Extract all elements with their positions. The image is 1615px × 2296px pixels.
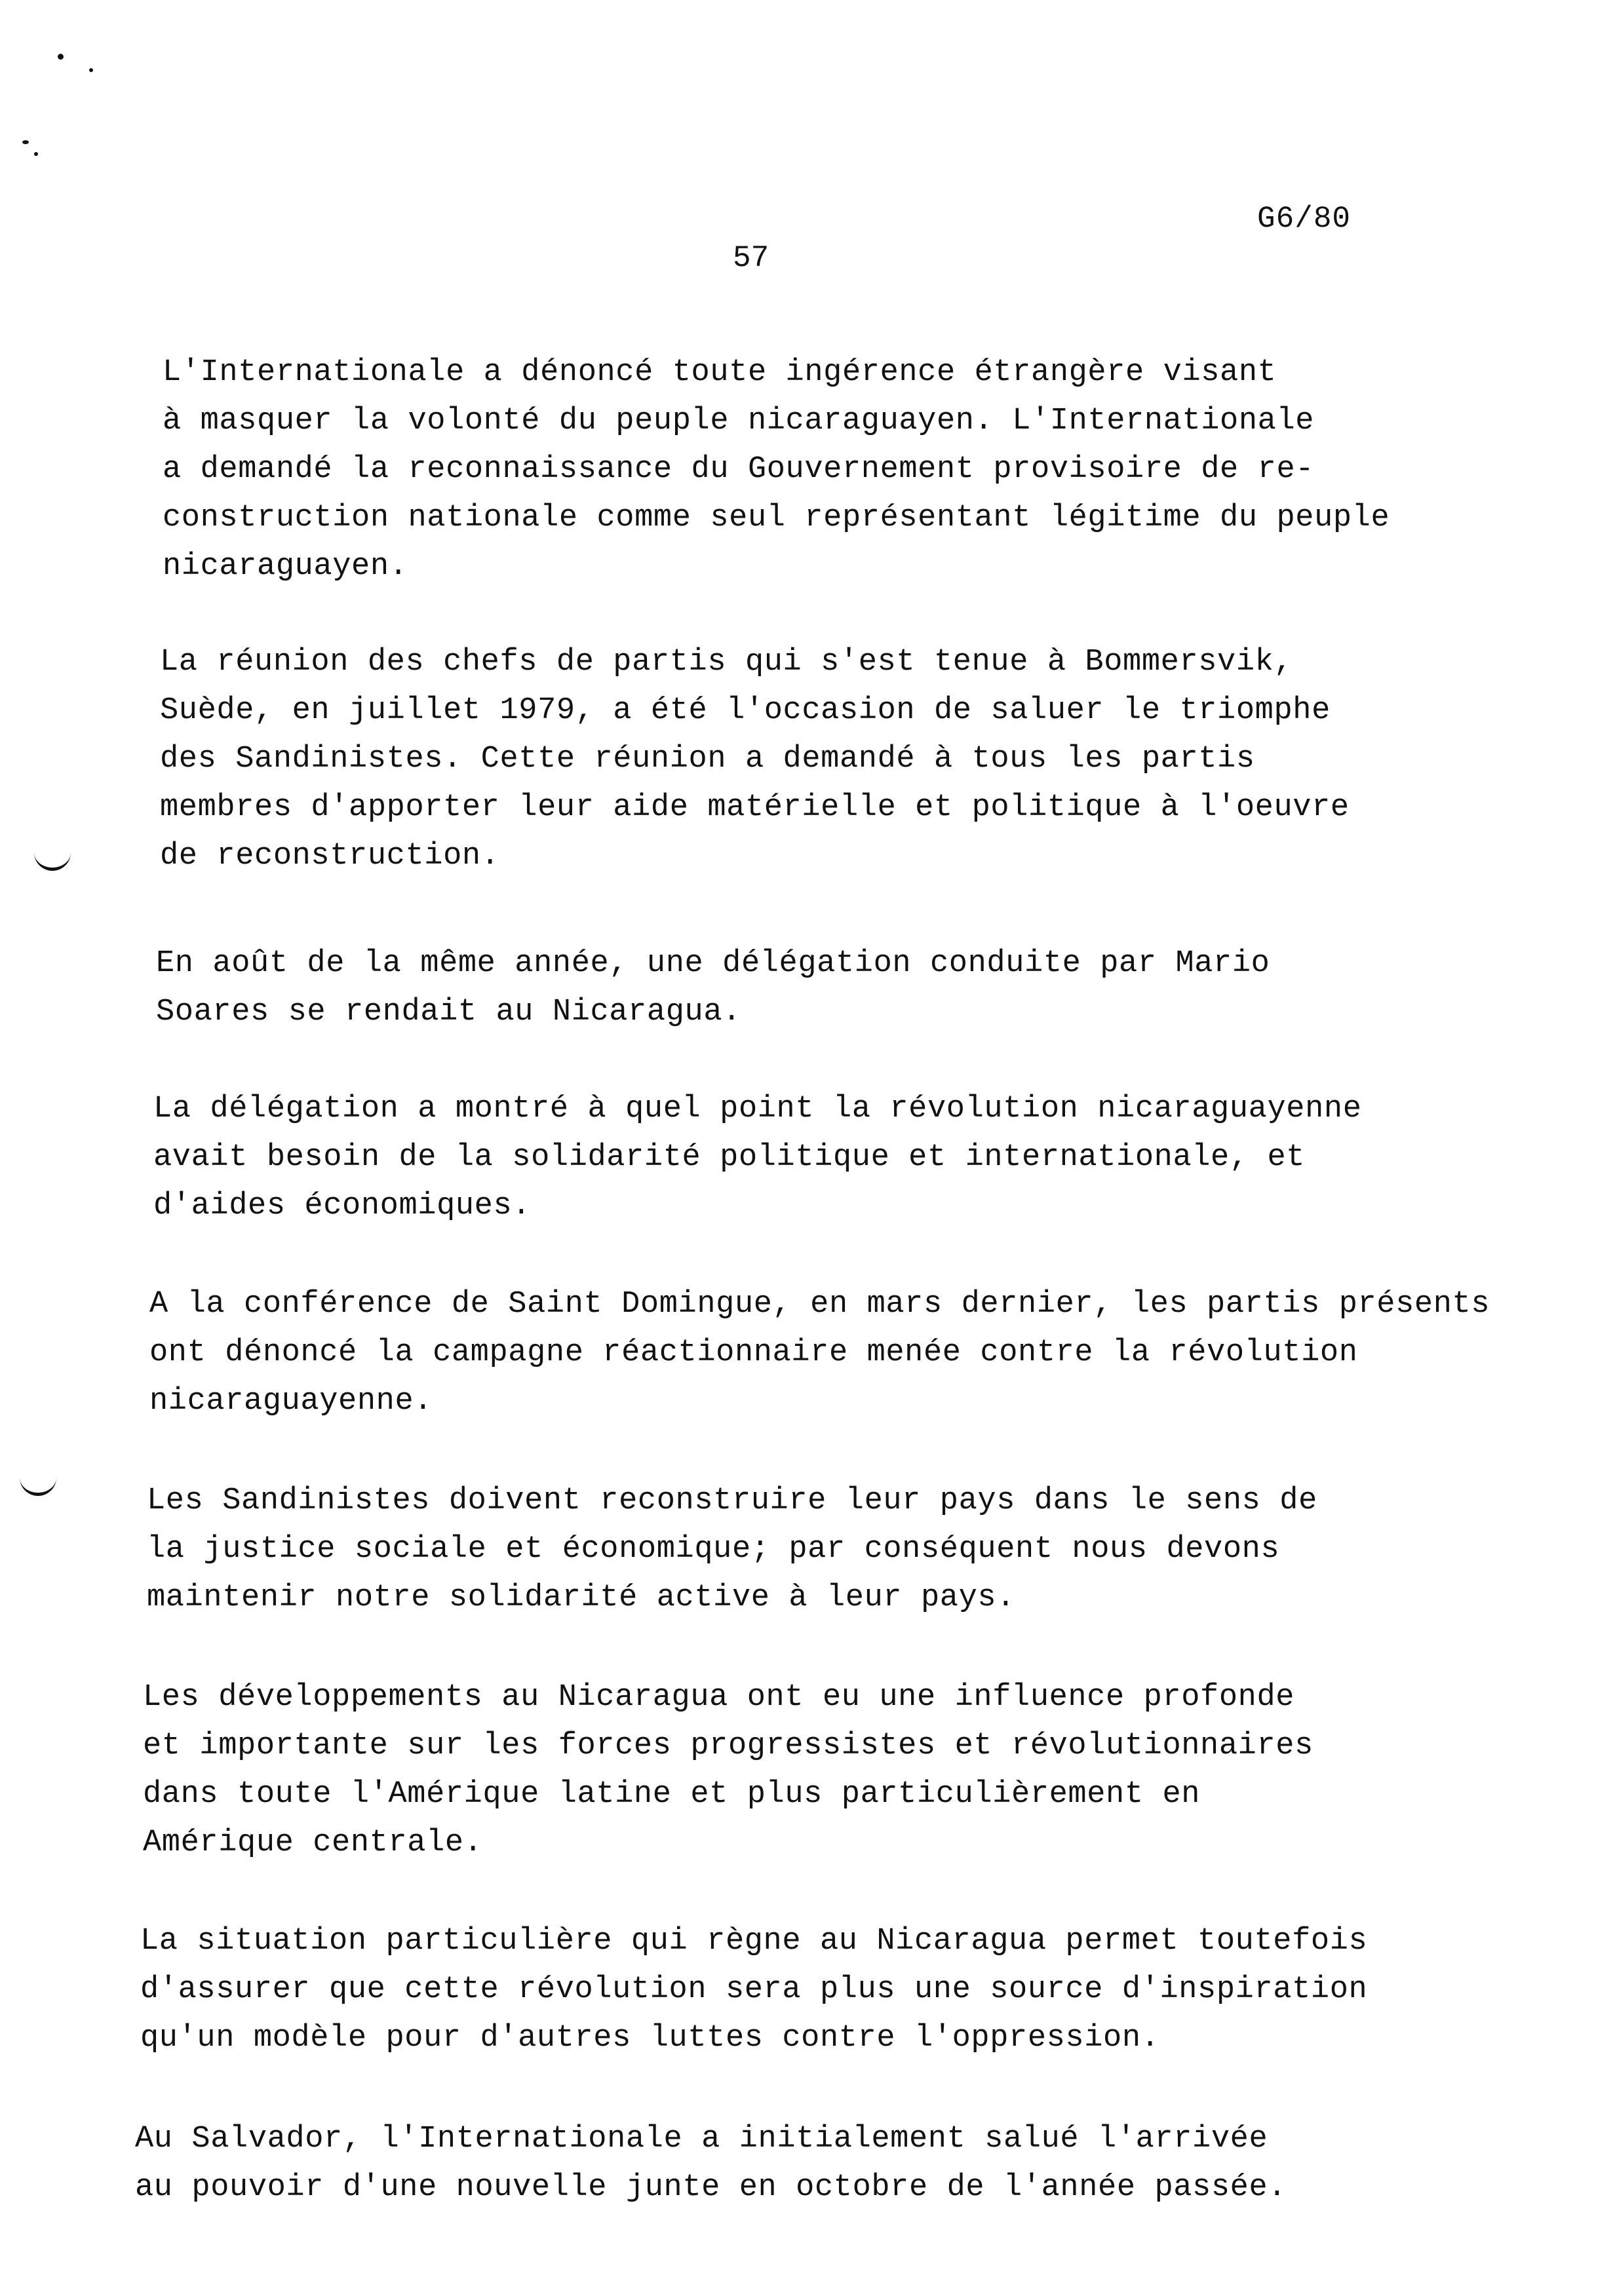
paragraph-line: qu'un modèle pour d'autres luttes contre l'oppression. [140,2021,1160,2056]
document-reference: G6/80 [1257,202,1352,236]
paragraph-line: et importante sur les forces progressistes et révolutionnaires [143,1729,1313,1763]
paragraph-line: A la conférence de Saint Domingue, en mars dernier, les partis présents [149,1287,1490,1322]
paragraph-line: à masquer la volonté du peuple nicaraguayen. L'Internationale [163,404,1315,438]
paragraph-line: Au Salvador, l'Internationale a initialement salué l'arrivée [135,2122,1268,2156]
paragraph-line: La délégation a montré à quel point la révolution nicaraguayenne [153,1092,1362,1126]
paragraph-line: avait besoin de la solidarité politique et internationale, et [153,1140,1306,1175]
paragraph-line: a demandé la reconnaissance du Gouvernement provisoire de re- [163,452,1315,487]
paragraph-line: au pouvoir d'une nouvelle junte en octobre de l'année passée. [135,2170,1287,2205]
paragraph-line: L'Internationale a dénoncé toute ingérence étrangère visant [163,355,1277,390]
paragraph-line: Soares se rendait au Nicaragua. [156,995,741,1029]
paragraph-line: nicaraguayen. [163,549,408,584]
paragraph-6 [147,1477,1317,1622]
paragraph-2 [160,638,1350,881]
paragraph-7 [143,1674,1313,1867]
paragraph-line: de reconstruction. [160,839,500,873]
paragraph-line: La situation particulière qui règne au Nicaragua permet toutefois [140,1924,1368,1959]
paragraph-line: Les Sandinistes doivent reconstruire leur pays dans le sens de [147,1483,1317,1518]
paragraph-line: Suède, en juillet 1979, a été l'occasion de saluer le triomphe [160,693,1331,728]
paragraph-line: Amérique centrale. [143,1826,483,1860]
paragraph-line: dans toute l'Amérique latine et plus particulièrement en [143,1777,1201,1812]
paragraph-line: Les développements au Nicaragua ont eu une influence profonde [143,1680,1295,1715]
paragraph-line: membres d'apporter leur aide matérielle et politique à l'oeuvre [160,790,1350,825]
paragraph-4 [153,1085,1362,1231]
page-number: 57 [733,241,769,275]
margin-mark [20,1473,56,1496]
paragraph-1 [163,349,1390,591]
paragraph-line: maintenir notre solidarité active à leur pays. [147,1580,1016,1615]
margin-mark [34,848,71,871]
paragraph-line: nicaraguayenne. [149,1384,433,1419]
scan-speck [58,54,64,60]
paragraph-9 [135,2115,1287,2212]
scan-speck [22,140,29,144]
paragraph-line: La réunion des chefs de partis qui s'est tenue à Bommersvik, [160,645,1293,679]
paragraph-line: En août de la même année, une délégation conduite par Mario [156,946,1270,981]
paragraph-line: ont dénoncé la campagne réactionnaire menée contre la révolution [149,1335,1358,1370]
paragraph-3 [156,940,1270,1037]
paragraph-line: construction nationale comme seul représentant légitime du peuple [163,501,1390,535]
paragraph-line: la justice sociale et économique; par conséquent nous devons [147,1532,1280,1567]
paragraph-8 [140,1917,1367,2063]
paragraph-5 [149,1280,1490,1426]
scan-speck [89,68,93,72]
paragraph-line: des Sandinistes. Cette réunion a demandé à tous les partis [160,742,1255,776]
paragraph-line: d'assurer que cette révolution sera plus une source d'inspiration [140,1972,1368,2007]
scan-speck [34,152,38,156]
paragraph-line: d'aides économiques. [153,1189,532,1223]
